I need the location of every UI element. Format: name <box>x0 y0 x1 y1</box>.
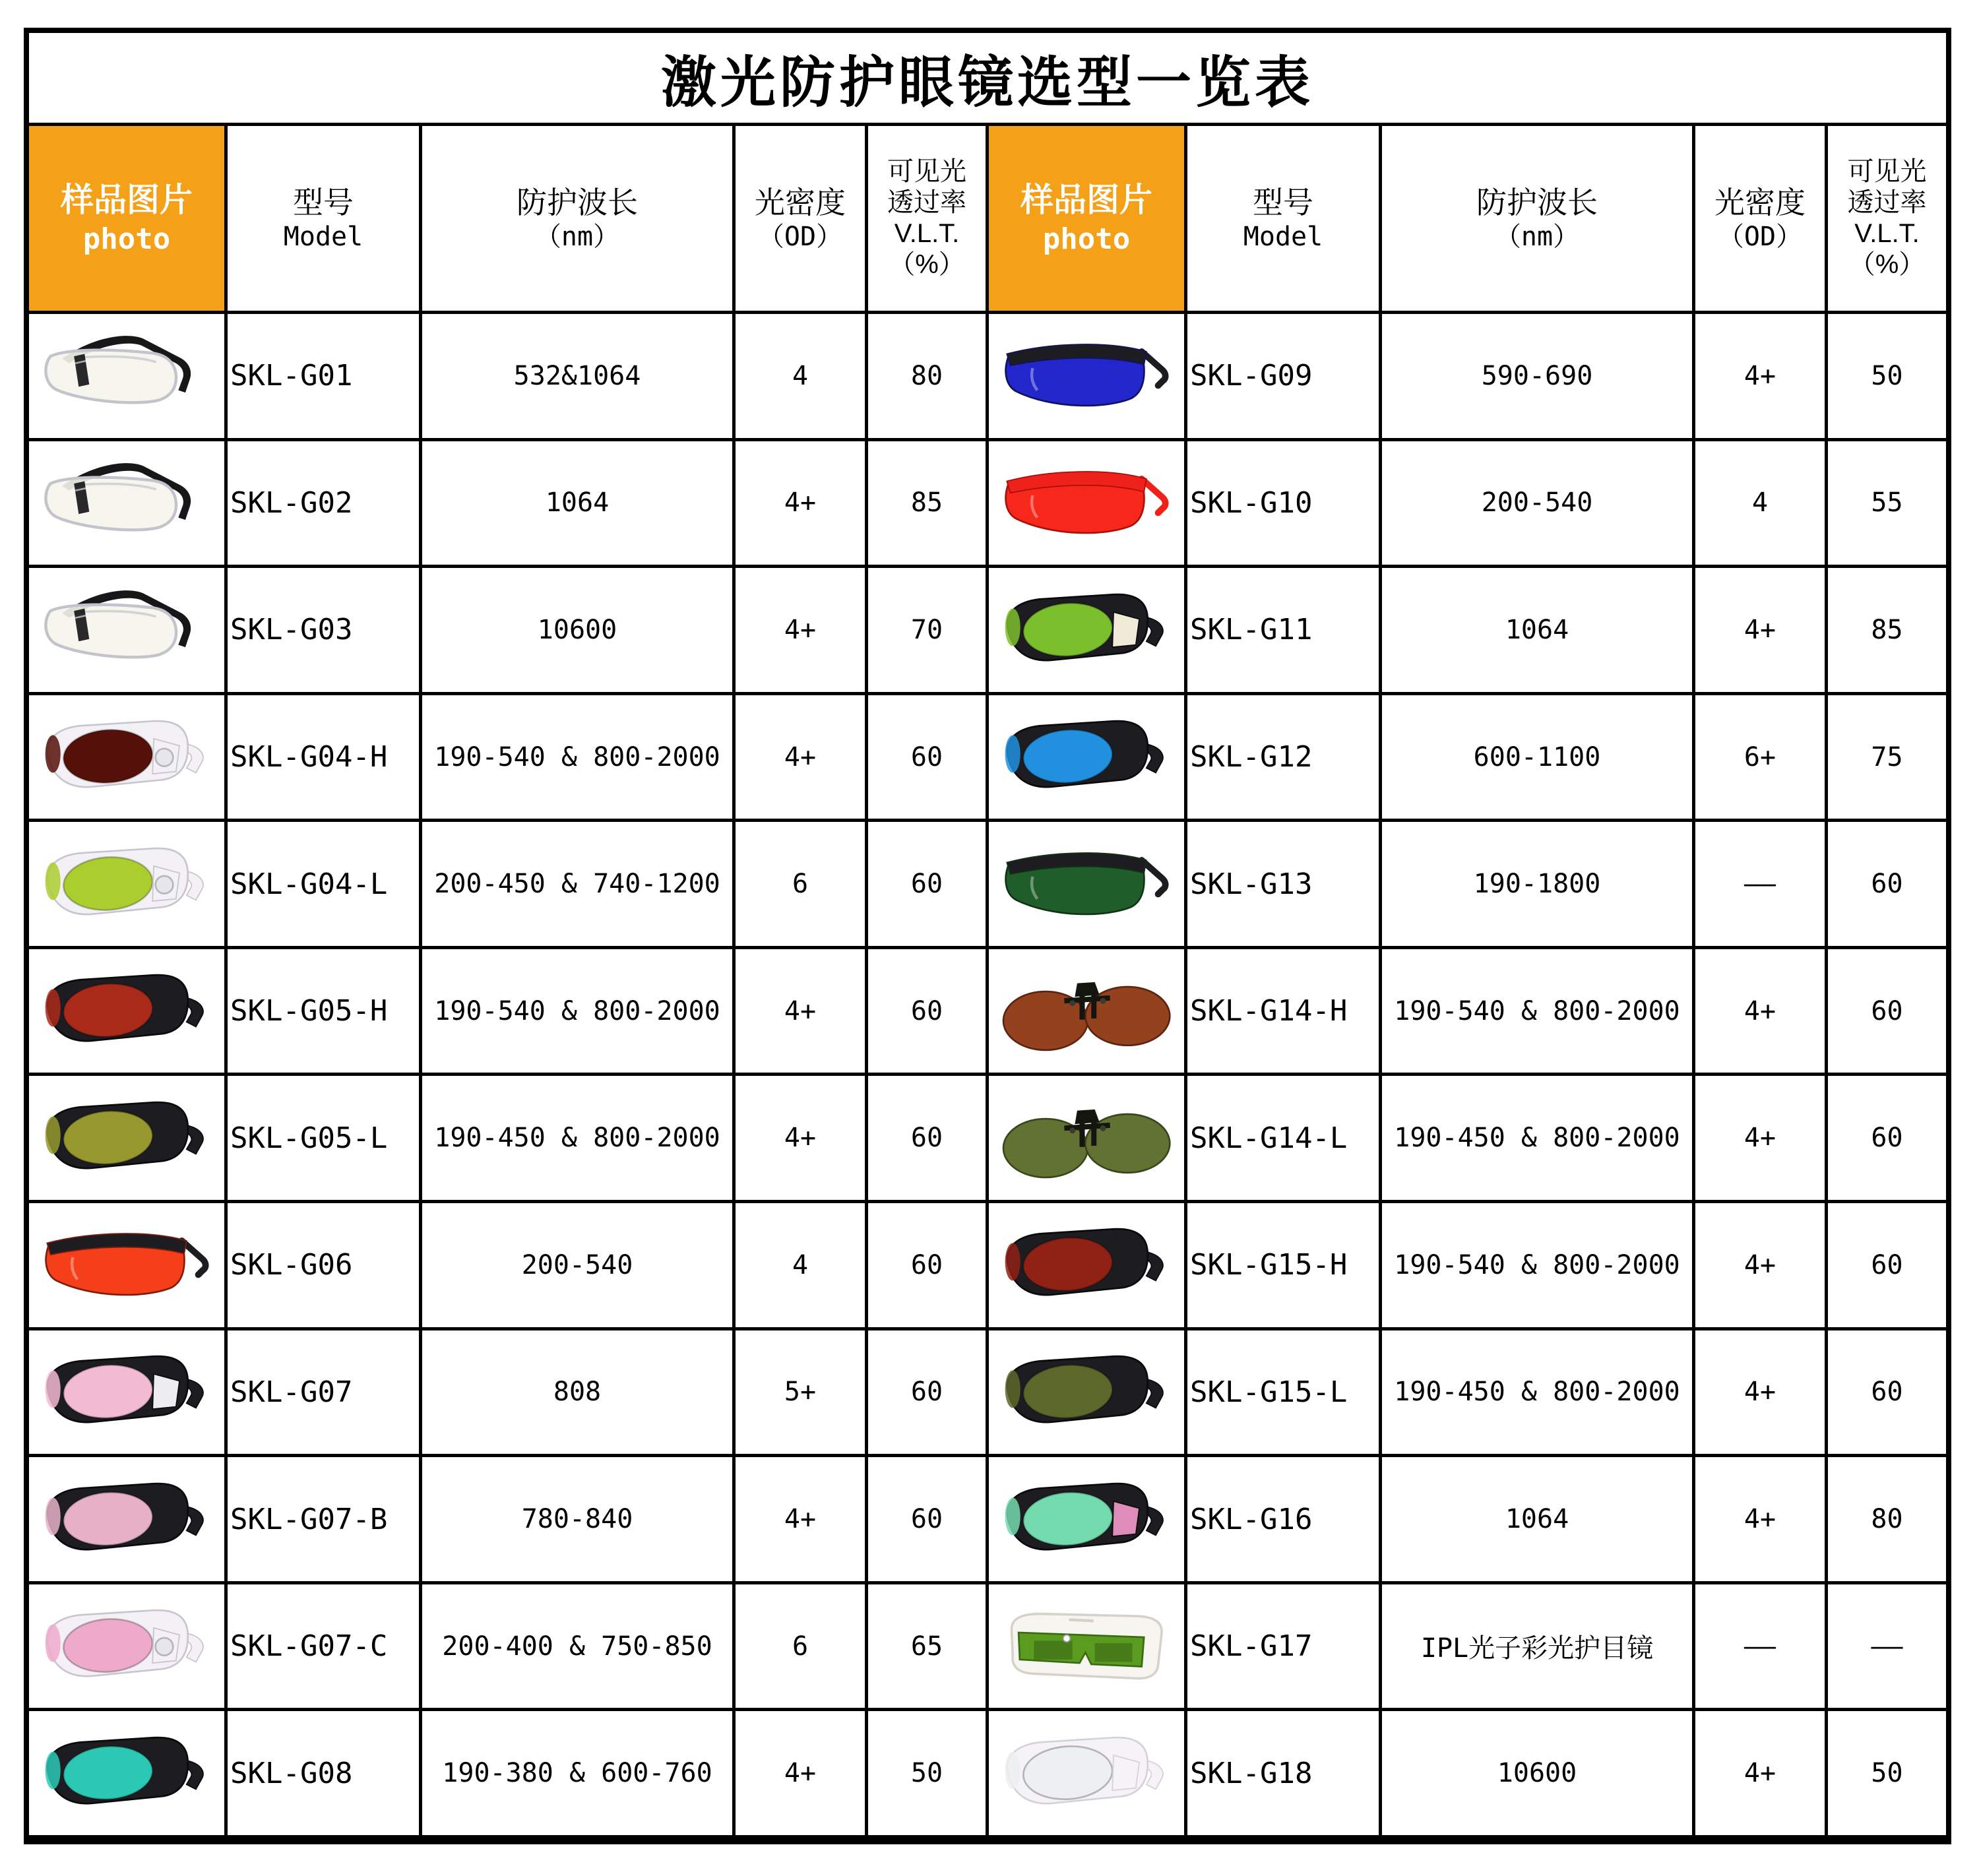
product-photo <box>29 1076 224 1200</box>
product-photo <box>29 314 224 438</box>
vlt-cell: 60 <box>868 695 986 819</box>
model-cell: SKL-G14-H <box>1187 949 1379 1073</box>
vlt-header-line: 透过率 <box>887 187 966 217</box>
wavelength-cell: 190-540 & 800-2000 <box>422 949 732 1073</box>
model-cell: SKL-G07-C <box>228 1584 419 1708</box>
product-photo <box>29 695 224 819</box>
product-photo <box>29 568 224 692</box>
model-header-zh: 型号 <box>1253 185 1313 220</box>
column-header-od-left <box>736 126 865 311</box>
photo-header-zh: 样品图片 <box>61 181 193 219</box>
od-header-unit: （OD） <box>1717 221 1803 252</box>
model-cell: SKL-G14-L <box>1187 1076 1379 1200</box>
white-goggle-dark-red-lens-icon <box>29 695 224 819</box>
wavelength-cell: 190-540 & 800-2000 <box>1382 949 1692 1073</box>
wavelength-cell: 10600 <box>1382 1711 1692 1835</box>
vlt-cell: 60 <box>1828 822 1946 946</box>
product-photo <box>29 441 224 565</box>
vlt-cell: 60 <box>868 1457 986 1581</box>
vlt-header-line: （%） <box>1848 250 1926 280</box>
od-cell: 4+ <box>1695 314 1825 438</box>
model-cell: SKL-G13 <box>1187 822 1379 946</box>
white-goggle-pink-lens-icon <box>29 1584 224 1708</box>
vlt-header-line: 透过率 <box>1847 187 1927 217</box>
clear-safety-glasses-icon <box>29 441 224 565</box>
column-header-photo-right <box>989 126 1184 311</box>
od-cell: 4 <box>1695 441 1825 565</box>
od-cell: 6 <box>736 822 865 946</box>
wavelength-cell: 600-1100 <box>1382 695 1692 819</box>
od-cell: 6 <box>736 1584 865 1708</box>
vlt-cell: 75 <box>1828 695 1946 819</box>
wavelength-cell: IPL光子彩光护目镜 <box>1382 1584 1692 1708</box>
black-goggle-teal-mirror-lens-icon <box>989 1457 1184 1581</box>
vlt-header-line: V.L.T. <box>894 219 960 248</box>
column-header-model-left <box>228 126 419 311</box>
vlt-cell: 60 <box>868 822 986 946</box>
product-photo <box>989 1584 1184 1708</box>
product-photo <box>989 441 1184 565</box>
od-cell: 4 <box>736 1203 865 1327</box>
vlt-header-line: 可见光 <box>1847 156 1927 186</box>
product-photo <box>989 314 1184 438</box>
product-photo <box>29 822 224 946</box>
od-cell: 4+ <box>1695 1330 1825 1454</box>
wavelength-cell: 190-1800 <box>1382 822 1692 946</box>
product-photo <box>989 695 1184 819</box>
od-cell: 4+ <box>1695 1711 1825 1835</box>
model-cell: SKL-G05-L <box>228 1076 419 1200</box>
black-goggle-cyan-lens-icon <box>29 1711 224 1835</box>
model-header-en: Model <box>1243 221 1323 252</box>
model-cell: SKL-G08 <box>228 1711 419 1835</box>
black-goggle-red-lens-icon <box>29 949 224 1073</box>
model-header-zh: 型号 <box>293 185 354 220</box>
column-header-wavelength-left <box>422 126 732 311</box>
column-header-photo-left <box>29 126 224 311</box>
wavelength-cell: 200-450 & 740-1200 <box>422 822 732 946</box>
vlt-cell: 60 <box>868 949 986 1073</box>
black-goggle-olive-lens-icon <box>29 1076 224 1200</box>
od-cell: 4+ <box>1695 1076 1825 1200</box>
product-photo <box>989 1711 1184 1835</box>
vlt-cell: 55 <box>1828 441 1946 565</box>
vlt-header-line: V.L.T. <box>1854 219 1920 248</box>
od-cell: 4+ <box>1695 1203 1825 1327</box>
od-cell: 4 <box>736 314 865 438</box>
vlt-cell: 60 <box>868 1076 986 1200</box>
product-photo <box>29 1457 224 1581</box>
black-frame-dark-green-shield-icon <box>989 822 1184 946</box>
od-cell: 4+ <box>736 441 865 565</box>
wavelength-header-unit: （nm） <box>1494 221 1580 252</box>
product-photo <box>29 1203 224 1327</box>
od-cell: 4+ <box>736 568 865 692</box>
product-photo <box>989 1203 1184 1327</box>
od-cell: 4+ <box>736 1457 865 1581</box>
od-cell: 4+ <box>1695 1457 1825 1581</box>
vlt-cell: 50 <box>1828 1711 1946 1835</box>
od-header-zh: 光密度 <box>755 185 846 220</box>
black-goggle-pink-lens-white-side-icon <box>29 1330 224 1454</box>
model-cell: SKL-G15-L <box>1187 1330 1379 1454</box>
wavelength-cell: 190-450 & 800-2000 <box>422 1076 732 1200</box>
model-cell: SKL-G10 <box>1187 441 1379 565</box>
black-goggle-pink-lens-icon <box>29 1457 224 1581</box>
wavelength-cell: 190-450 & 800-2000 <box>1382 1330 1692 1454</box>
od-cell: 4+ <box>1695 949 1825 1073</box>
vlt-cell: 60 <box>1828 1203 1946 1327</box>
vlt-cell: 60 <box>868 1330 986 1454</box>
od-header-zh: 光密度 <box>1714 185 1806 220</box>
column-header-vlt-left <box>868 126 986 311</box>
wavelength-cell: 1064 <box>422 441 732 565</box>
vlt-cell: 50 <box>868 1711 986 1835</box>
product-photo <box>989 1330 1184 1454</box>
model-cell: SKL-G03 <box>228 568 419 692</box>
column-header-od-right <box>1695 126 1825 311</box>
od-cell: 4+ <box>1695 568 1825 692</box>
clear-safety-glasses-icon <box>29 568 224 692</box>
wavelength-cell: 190-380 & 600-760 <box>422 1711 732 1835</box>
red-shield-glasses-icon <box>989 441 1184 565</box>
product-photo <box>989 822 1184 946</box>
wavelength-cell: 10600 <box>422 568 732 692</box>
wavelength-cell: 780-840 <box>422 1457 732 1581</box>
model-cell: SKL-G04-L <box>228 822 419 946</box>
od-cell: 4+ <box>736 1711 865 1835</box>
black-frame-orange-shield-icon <box>29 1203 224 1327</box>
vlt-cell: 85 <box>868 441 986 565</box>
vlt-header-line: 可见光 <box>887 156 966 186</box>
clip-on-brown-lenses-icon <box>989 949 1184 1073</box>
od-cell: —— <box>1695 1584 1825 1708</box>
wavelength-header-zh: 防护波长 <box>1476 185 1598 220</box>
od-header-unit: （OD） <box>757 221 843 252</box>
white-goggle-green-lens-icon <box>29 822 224 946</box>
od-cell: 6+ <box>1695 695 1825 819</box>
white-ipl-goggle-green-window-icon <box>989 1584 1184 1708</box>
model-cell: SKL-G01 <box>228 314 419 438</box>
model-cell: SKL-G02 <box>228 441 419 565</box>
clip-on-olive-lenses-icon <box>989 1076 1184 1200</box>
wavelength-cell: 1064 <box>1382 1457 1692 1581</box>
od-cell: 4+ <box>736 695 865 819</box>
vlt-cell: 65 <box>868 1584 986 1708</box>
product-photo <box>29 1584 224 1708</box>
model-header-en: Model <box>283 221 363 252</box>
wavelength-header-zh: 防护波长 <box>517 185 638 220</box>
product-photo <box>989 568 1184 692</box>
model-cell: SKL-G09 <box>1187 314 1379 438</box>
model-cell: SKL-G15-H <box>1187 1203 1379 1327</box>
vlt-cell: —— <box>1828 1584 1946 1708</box>
wavelength-cell: 200-540 <box>1382 441 1692 565</box>
vlt-header-line: （%） <box>889 250 965 280</box>
vlt-cell: 60 <box>1828 1076 1946 1200</box>
model-cell: SKL-G16 <box>1187 1457 1379 1581</box>
wavelength-cell: 200-400 & 750-850 <box>422 1584 732 1708</box>
product-photo <box>989 1076 1184 1200</box>
model-cell: SKL-G04-H <box>228 695 419 819</box>
wavelength-cell: 808 <box>422 1330 732 1454</box>
model-cell: SKL-G12 <box>1187 695 1379 819</box>
wavelength-cell: 1064 <box>1382 568 1692 692</box>
selection-table <box>24 28 1951 1844</box>
wavelength-cell: 590-690 <box>1382 314 1692 438</box>
od-cell: 4+ <box>736 949 865 1073</box>
product-photo <box>29 1711 224 1835</box>
vlt-cell: 60 <box>1828 949 1946 1073</box>
product-photo <box>989 949 1184 1073</box>
od-cell: 4+ <box>736 1076 865 1200</box>
product-photo <box>29 1330 224 1454</box>
photo-header-en: photo <box>82 222 171 256</box>
black-goggle-dark-olive-lens-icon <box>989 1330 1184 1454</box>
column-header-vlt-right <box>1828 126 1946 311</box>
model-cell: SKL-G11 <box>1187 568 1379 692</box>
wavelength-cell: 190-450 & 800-2000 <box>1382 1076 1692 1200</box>
photo-header-en: photo <box>1042 222 1131 256</box>
od-cell: 5+ <box>736 1330 865 1454</box>
od-cell: —— <box>1695 822 1825 946</box>
column-header-wavelength-right <box>1382 126 1692 311</box>
wavelength-cell: 200-540 <box>422 1203 732 1327</box>
model-cell: SKL-G05-H <box>228 949 419 1073</box>
vlt-cell: 85 <box>1828 568 1946 692</box>
wavelength-cell: 190-540 & 800-2000 <box>422 695 732 819</box>
black-frame-blue-shield-icon <box>989 314 1184 438</box>
vlt-cell: 80 <box>868 314 986 438</box>
vlt-cell: 80 <box>1828 1457 1946 1581</box>
photo-header-zh: 样品图片 <box>1021 181 1152 219</box>
model-cell: SKL-G06 <box>228 1203 419 1327</box>
vlt-cell: 70 <box>868 568 986 692</box>
product-photo <box>29 949 224 1073</box>
wavelength-cell: 190-540 & 800-2000 <box>1382 1203 1692 1327</box>
black-goggle-dark-red-lens-icon <box>989 1203 1184 1327</box>
wavelength-header-unit: （nm） <box>534 221 620 252</box>
vlt-cell: 50 <box>1828 314 1946 438</box>
black-goggle-blue-lens-icon <box>989 695 1184 819</box>
model-cell: SKL-G07 <box>228 1330 419 1454</box>
wavelength-cell: 532&1064 <box>422 314 732 438</box>
black-goggle-green-lens-cream-side-icon <box>989 568 1184 692</box>
model-cell: SKL-G07-B <box>228 1457 419 1581</box>
product-photo <box>989 1457 1184 1581</box>
vlt-cell: 60 <box>868 1203 986 1327</box>
page-title: 激光防护眼镜选型一览表 <box>29 33 1946 123</box>
vlt-cell: 60 <box>1828 1330 1946 1454</box>
white-goggle-clear-lens-icon <box>989 1711 1184 1835</box>
model-cell: SKL-G17 <box>1187 1584 1379 1708</box>
clear-safety-glasses-icon <box>29 314 224 438</box>
column-header-model-right <box>1187 126 1379 311</box>
model-cell: SKL-G18 <box>1187 1711 1379 1835</box>
